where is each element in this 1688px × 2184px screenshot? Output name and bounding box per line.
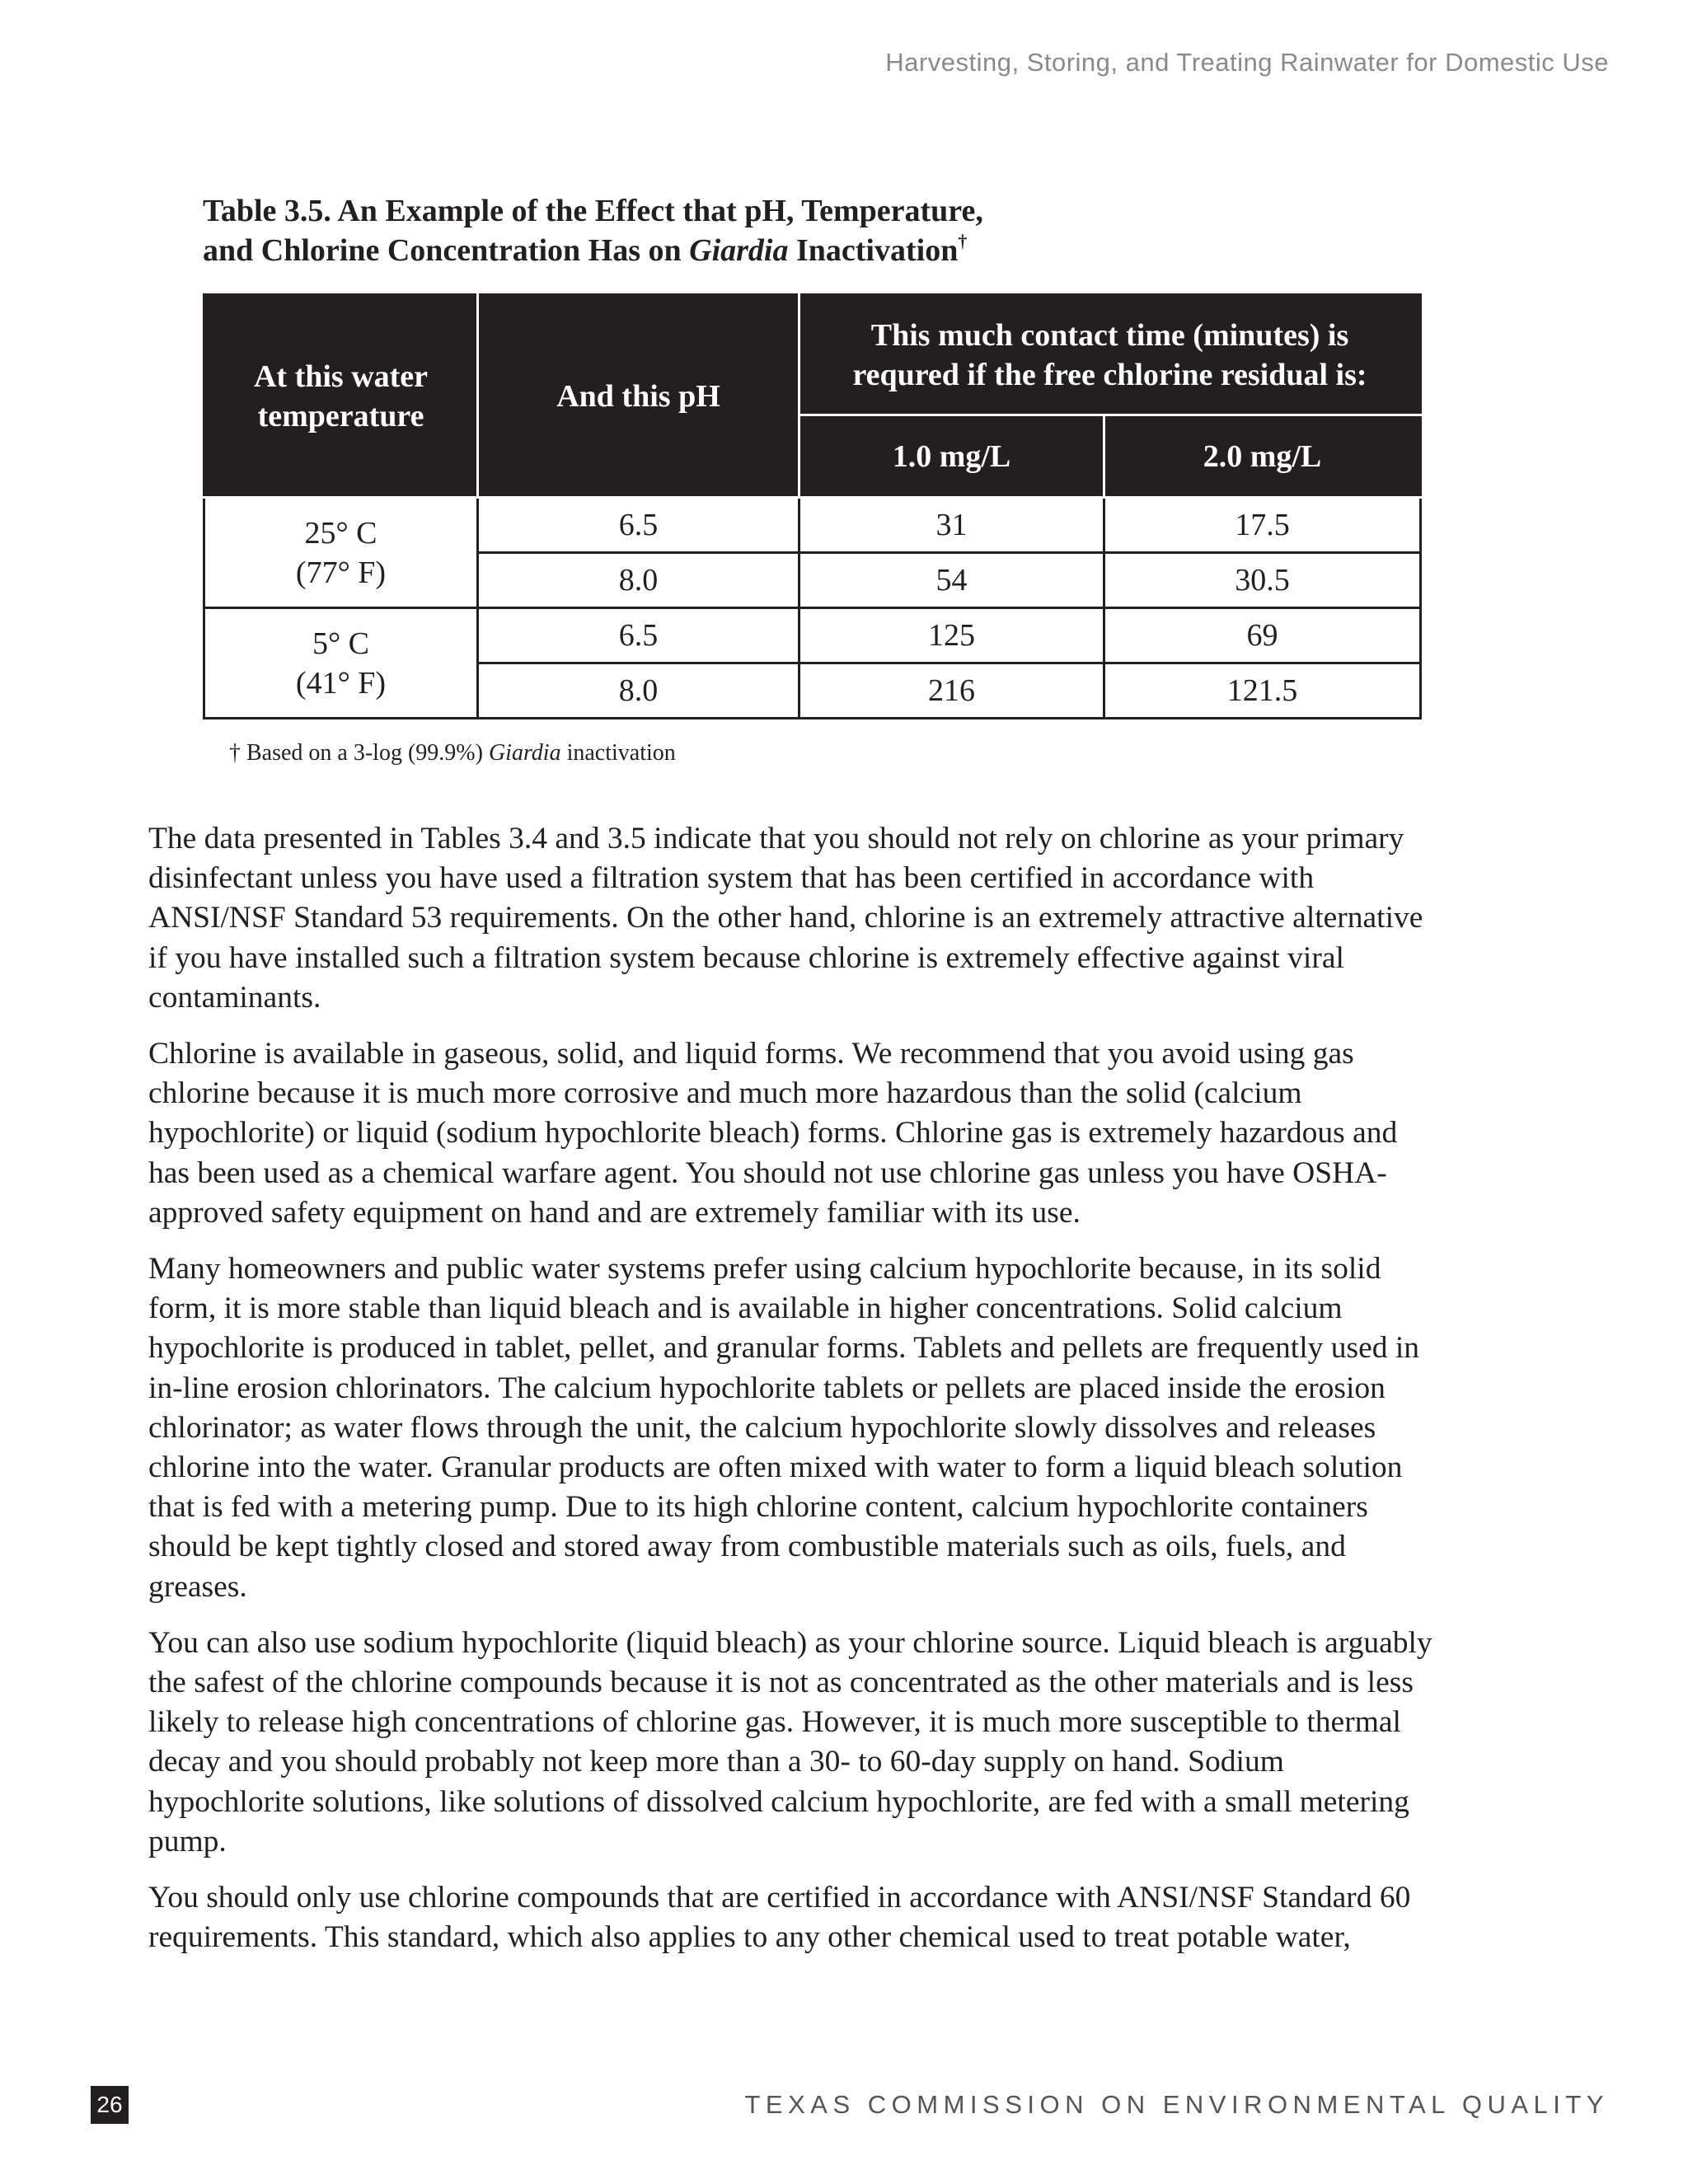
temp-celsius: 25° C bbox=[304, 515, 377, 551]
caption-text: and Chlorine Concentration Has on bbox=[203, 233, 690, 268]
giardia-inactivation-table bbox=[203, 293, 1422, 719]
caption-line-1: Table 3.5. An Example of the Effect that pH, Temperature, bbox=[203, 194, 983, 228]
footnote-text: † Based on a 3-log (99.9%) bbox=[229, 740, 489, 766]
table-row bbox=[204, 608, 1421, 663]
header-conc-1: 1.0 mg/L bbox=[799, 415, 1104, 498]
ph-cell: 8.0 bbox=[478, 553, 799, 608]
ph-cell: 8.0 bbox=[478, 663, 799, 719]
caption-line-2 bbox=[203, 231, 983, 270]
temp-fahrenheit: (77° F) bbox=[295, 555, 387, 590]
paragraph: The data presented in Tables 3.4 and 3.5 indicate that you should not rely on chlorine as your primary disinfectant unless you have used a filtration system that has been certified in accordance with ANSI/NSF Standard 53 requirements. On the other hand, chlorine is an extremely attractive alternative if you have installed such a filtration system because chlorine is extremely effective against viral contaminants. bbox=[148, 822, 1423, 1015]
temp-celsius: 5° C bbox=[312, 626, 370, 661]
table-caption bbox=[203, 191, 983, 270]
ph-cell: 6.5 bbox=[478, 498, 799, 553]
table-row bbox=[204, 498, 1421, 553]
paragraph: You can also use sodium hypochlorite (liquid bleach) as your chlorine source. Liquid bleach is arguably the safest of the chlorine compounds because it is not as concentrated as the other materials and is less likely to release high concentrations of chlorine gas. However, it is much more susceptible to thermal decay and you should probably not keep more than a 30- to 60-day supply on hand. Sodium hypochlorite solutions, like solutions of dissolved calcium hypochlorite, are fed with a small metering pump. bbox=[148, 1625, 1432, 1858]
paragraph: Many homeowners and public water systems prefer using calcium hypochlorite because, in its solid form, it is more stable than liquid bleach and is available in higher concentrations. Solid calcium hypochlorite is produced in tablet, pellet, and granular forms. Tablets and pellets are frequently used in in-line erosion chlorinators. The calcium hypochlorite tablets or pellets are placed inside the erosion chlorinator; as water flows through the unit, the calcium hypochlorite slowly dissolves and releases chlorine into the water. Granular products are often mixed with water to form a liquid bleach solution that is fed with a metering pump. Due to its high chlorine content, calcium hypochlorite containers should be kept tightly closed and stored away from combustible materials such as oils, fuels, and greases. bbox=[148, 1252, 1420, 1604]
page-number: 26 bbox=[91, 2086, 129, 2124]
contact-time-cell: 30.5 bbox=[1104, 553, 1421, 608]
caption-text-end: Inactivation bbox=[788, 233, 959, 268]
temperature-cell bbox=[204, 498, 478, 608]
caption-dagger: † bbox=[958, 231, 968, 251]
ph-cell: 6.5 bbox=[478, 608, 799, 663]
running-header: Harvesting, Storing, and Treating Rainwater for Domestic Use bbox=[885, 48, 1609, 77]
paragraph: Chlorine is available in gaseous, solid, and liquid forms. We recommend that you avoid using gas chlorine because it is much more corrosive and much more hazardous than the solid (calcium hypochlorite) or liquid (sodium hypochlorite bleach) forms. Chlorine gas is extremely hazardous and has been used as a chemical warfare agent. You should not use chlorine gas unless you have OSHA-approved safety equipment on hand and are extremely familiar with its use. bbox=[148, 1037, 1398, 1230]
header-contact-time: This much contact time (minutes) is requred if the free chlorine residual is: bbox=[799, 295, 1421, 415]
contact-time-cell: 54 bbox=[799, 553, 1104, 608]
table-footnote bbox=[229, 740, 676, 766]
contact-time-cell: 69 bbox=[1104, 608, 1421, 663]
running-footer: TEXAS COMMISSION ON ENVIRONMENTAL QUALITY bbox=[744, 2090, 1609, 2119]
contact-time-cell: 121.5 bbox=[1104, 663, 1421, 719]
temperature-cell bbox=[204, 608, 478, 719]
contact-time-cell: 31 bbox=[799, 498, 1104, 553]
header-conc-2: 2.0 mg/L bbox=[1104, 415, 1421, 498]
contact-time-cell: 125 bbox=[799, 608, 1104, 663]
header-temperature: At this water temperature bbox=[204, 295, 478, 498]
header-ph: And this pH bbox=[478, 295, 799, 498]
contact-time-cell: 216 bbox=[799, 663, 1104, 719]
footnote-italic: Giardia bbox=[488, 740, 561, 766]
temp-fahrenheit: (41° F) bbox=[295, 665, 387, 701]
footnote-text-end: inactivation bbox=[560, 740, 676, 766]
paragraph: You should only use chlorine compounds that are certified in accordance with ANSI/NSF Standard 60 requirements. This standard, which also applies to any other chemical used to treat potable water, bbox=[148, 1881, 1411, 1955]
body-text bbox=[148, 819, 1434, 1974]
contact-time-cell: 17.5 bbox=[1104, 498, 1421, 553]
caption-italic: Giardia bbox=[689, 233, 789, 268]
